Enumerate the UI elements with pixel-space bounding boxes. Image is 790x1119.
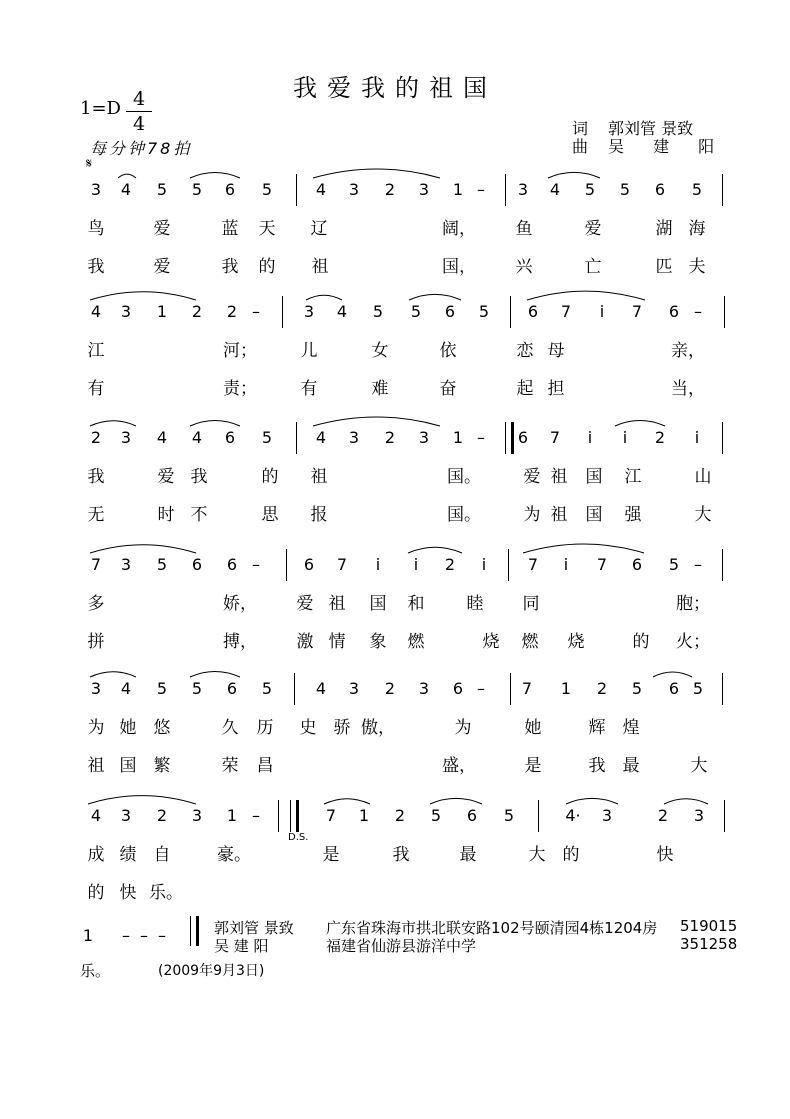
lyric-verse-2: 强 bbox=[624, 505, 642, 525]
slur bbox=[190, 421, 240, 427]
lyric-verse-2: 兴 bbox=[515, 257, 533, 277]
note: 5 bbox=[410, 302, 422, 321]
note: 3 bbox=[120, 555, 132, 574]
note: i bbox=[622, 428, 628, 447]
lyric-verse-2: 的 bbox=[632, 632, 650, 652]
lyric-verse-2: 我 bbox=[221, 257, 239, 277]
note: 4· bbox=[565, 806, 581, 825]
music-label: 曲 bbox=[572, 137, 589, 156]
lyrics-label: 词 bbox=[572, 119, 589, 138]
note: 2 bbox=[596, 679, 608, 698]
note: 5 bbox=[156, 679, 168, 698]
note: 1 bbox=[156, 302, 168, 321]
lyric-verse-1: 阔， bbox=[442, 219, 476, 239]
lyric-verse-1: 大 bbox=[528, 845, 546, 865]
lyric-verse-1: 同 bbox=[522, 594, 540, 614]
note: 5 bbox=[691, 180, 703, 199]
slur bbox=[566, 798, 618, 804]
lyric-verse-2: 爱 bbox=[153, 257, 171, 277]
note: 3 bbox=[601, 806, 613, 825]
note: 5 bbox=[156, 555, 168, 574]
note: 1 bbox=[358, 806, 370, 825]
note: 7 bbox=[631, 302, 643, 321]
note: i bbox=[375, 555, 381, 574]
note: 5 bbox=[261, 428, 273, 447]
note: 3 bbox=[191, 806, 203, 825]
lyric-verse-1: 爱 bbox=[584, 219, 602, 239]
lyric-verse-1: 豪。 bbox=[217, 845, 251, 865]
lyric-verse-1: 恋 bbox=[516, 341, 534, 361]
slur bbox=[548, 172, 600, 178]
note: 7 bbox=[325, 806, 337, 825]
note: 7 bbox=[596, 555, 608, 574]
note: 6 bbox=[517, 428, 529, 447]
lyric-verse-1: 江 bbox=[87, 341, 105, 361]
lyric-verse-1: 的 bbox=[562, 845, 580, 865]
lyric-verse-2: 的 bbox=[258, 257, 276, 277]
note: 1 bbox=[560, 679, 572, 698]
lyric-verse-1: 儿 bbox=[300, 341, 318, 361]
lyric-verse-1: 鱼 bbox=[515, 219, 533, 239]
slur bbox=[430, 798, 482, 804]
note: 6 bbox=[466, 806, 478, 825]
note: 6 bbox=[303, 555, 315, 574]
lyric-verse-2: 时 bbox=[157, 505, 175, 525]
lyric-verse-1: 娇， bbox=[223, 594, 257, 614]
final-note: – bbox=[140, 926, 148, 945]
lyric-verse-1: 辉 bbox=[588, 718, 606, 738]
lyric-verse-1: 辽 bbox=[310, 219, 328, 239]
note: 4 bbox=[120, 679, 132, 698]
note: 3 bbox=[418, 180, 430, 199]
time-signature-bottom: 4 bbox=[132, 113, 146, 135]
note: – bbox=[477, 679, 485, 698]
lyric-verse-1: 的 bbox=[261, 467, 279, 487]
note: 6 bbox=[224, 180, 236, 199]
lyric-verse-2: 荣 bbox=[221, 756, 239, 776]
note: 5 bbox=[478, 302, 490, 321]
slur bbox=[653, 672, 692, 677]
lyric-verse-2: 搏， bbox=[223, 632, 257, 652]
slur bbox=[306, 295, 342, 300]
lyric-verse-2: 匹 bbox=[655, 257, 673, 277]
note: 7 bbox=[336, 555, 348, 574]
note: 5 bbox=[584, 180, 596, 199]
note: i bbox=[563, 555, 569, 574]
note: 3 bbox=[90, 679, 102, 698]
tempo-marking: 每分钟78拍 bbox=[90, 139, 193, 158]
slur bbox=[313, 417, 440, 426]
lyric-verse-1: 多 bbox=[87, 594, 105, 614]
lyric-verse-2: 当， bbox=[671, 379, 705, 399]
lyric-verse-2: 快 bbox=[119, 883, 137, 903]
note: 4 bbox=[315, 679, 327, 698]
note: – bbox=[694, 302, 702, 321]
lyric-verse-2: 不 bbox=[190, 505, 208, 525]
key-signature: 1=D bbox=[80, 98, 121, 119]
note: 3 bbox=[90, 180, 102, 199]
note: 6 bbox=[527, 302, 539, 321]
note: 3 bbox=[348, 428, 360, 447]
note: 2 bbox=[444, 555, 456, 574]
note: i bbox=[413, 555, 419, 574]
note: 5 bbox=[156, 180, 168, 199]
note: 1 bbox=[226, 806, 238, 825]
lyric-verse-2: 报 bbox=[310, 505, 328, 525]
slur bbox=[313, 169, 440, 178]
slur bbox=[409, 294, 461, 300]
lyric-verse-2: 最 bbox=[622, 756, 640, 776]
final-double-barline bbox=[190, 916, 199, 946]
note: 7 bbox=[521, 679, 533, 698]
note: 2 bbox=[384, 180, 396, 199]
note: 6 bbox=[452, 679, 464, 698]
lyric-verse-2: 的 bbox=[87, 883, 105, 903]
contact-name-2: 吴 建 阳 bbox=[214, 937, 269, 955]
note: 5 bbox=[692, 679, 704, 698]
note: 7 bbox=[527, 555, 539, 574]
slur bbox=[615, 421, 665, 427]
note: 6 bbox=[226, 555, 238, 574]
note: 6 bbox=[191, 555, 203, 574]
note: i bbox=[587, 428, 593, 447]
lyric-verse-1: 河； bbox=[223, 341, 257, 361]
note: 5 bbox=[430, 806, 442, 825]
note: – bbox=[252, 555, 260, 574]
note: 2 bbox=[394, 806, 406, 825]
lyric-verse-2: 难 bbox=[371, 379, 389, 399]
lyric-verse-2: 情 bbox=[328, 632, 346, 652]
lyric-verse-2: 燃 bbox=[407, 632, 425, 652]
lyric-verse-1: 山 bbox=[694, 467, 712, 487]
slur bbox=[324, 799, 370, 804]
lyric-verse-2: 火； bbox=[676, 632, 710, 652]
lyric-verse-1: 天 bbox=[258, 219, 276, 239]
note: 4 bbox=[336, 302, 348, 321]
lyric-verse-2: 国 bbox=[119, 756, 137, 776]
note: – bbox=[477, 180, 485, 199]
lyric-verse-1: 爱 bbox=[153, 219, 171, 239]
lyric-verse-2: 昌 bbox=[256, 756, 274, 776]
note: 5 bbox=[619, 180, 631, 199]
lyric-verse-1: 为 bbox=[87, 718, 105, 738]
note: 3 bbox=[120, 428, 132, 447]
lyric-verse-1: 国 bbox=[369, 594, 387, 614]
slur bbox=[118, 174, 136, 178]
lyric-verse-2: 拼 bbox=[87, 632, 105, 652]
lyric-verse-1: 悠 bbox=[153, 718, 171, 738]
segno-icon: 𝄋 bbox=[86, 156, 93, 172]
lyric-verse-1: 傲， bbox=[361, 718, 395, 738]
lyric-verse-2: 有 bbox=[87, 379, 105, 399]
contact-address-2: 福建省仙游县游洋中学 bbox=[326, 937, 477, 955]
note: 4 bbox=[549, 180, 561, 199]
lyric-verse-2: 我 bbox=[87, 257, 105, 277]
note: 4 bbox=[120, 180, 132, 199]
lyric-verse-2: 繁 bbox=[153, 756, 171, 776]
lyric-verse-2: 是 bbox=[524, 756, 542, 776]
note: 7 bbox=[549, 428, 561, 447]
lyric-verse-1: 江 bbox=[624, 467, 642, 487]
slur bbox=[523, 544, 644, 553]
lyric-verse-1: 国。 bbox=[447, 467, 481, 487]
lyric-verse-1: 快 bbox=[656, 845, 674, 865]
lyric-verse-2: 亡 bbox=[584, 257, 602, 277]
lyric-verse-1: 煌 bbox=[622, 718, 640, 738]
note: 3 bbox=[418, 679, 430, 698]
lyric-verse-1: 为 bbox=[454, 718, 472, 738]
note: 5 bbox=[191, 180, 203, 199]
lyric-verse-1: 女 bbox=[371, 341, 389, 361]
final-note: – bbox=[158, 926, 166, 945]
note: 3 bbox=[120, 806, 132, 825]
composer: 吴 建 阳 bbox=[608, 137, 727, 156]
lyric-verse-2: 国。 bbox=[447, 505, 481, 525]
note: 2 bbox=[384, 428, 396, 447]
slur bbox=[664, 799, 708, 804]
note: 4 bbox=[191, 428, 203, 447]
contact-postcode-1: 519015 bbox=[680, 917, 738, 935]
lyric-verse-2: 国， bbox=[442, 257, 476, 277]
final-note: 1 bbox=[82, 926, 94, 945]
note: 2 bbox=[384, 679, 396, 698]
note: 6 bbox=[654, 180, 666, 199]
note: i bbox=[481, 555, 487, 574]
slur bbox=[527, 291, 645, 300]
note: 5 bbox=[261, 679, 273, 698]
note: 2 bbox=[156, 806, 168, 825]
slur bbox=[90, 292, 196, 300]
lyric-verse-1: 最 bbox=[459, 845, 477, 865]
ds-marking: D.S. bbox=[288, 832, 309, 843]
time-signature-top: 4 bbox=[132, 88, 146, 110]
lyric-verse-2: 责； bbox=[223, 379, 257, 399]
lyric-verse-2: 我 bbox=[588, 756, 606, 776]
lyric-verse-1: 海 bbox=[688, 219, 706, 239]
note: 2 bbox=[90, 428, 102, 447]
lyric-verse-1: 爱 bbox=[296, 594, 314, 614]
lyric-verse-1: 她 bbox=[119, 718, 137, 738]
lyric-verse-1: 祖 bbox=[328, 594, 346, 614]
lyric-verse-1: 依 bbox=[439, 341, 457, 361]
lyricist: 郭刘管 景致 bbox=[608, 119, 694, 138]
note: 1 bbox=[452, 428, 464, 447]
note: 6 bbox=[224, 428, 236, 447]
slur bbox=[90, 545, 196, 553]
lyric-verse-1: 史 bbox=[299, 718, 317, 738]
lyric-verse-1: 成 bbox=[87, 845, 105, 865]
note: 5 bbox=[631, 679, 643, 698]
note: 4 bbox=[156, 428, 168, 447]
lyric-verse-2: 激 bbox=[296, 632, 314, 652]
note: 7 bbox=[560, 302, 572, 321]
note: 4 bbox=[315, 180, 327, 199]
lyric-verse-1: 是 bbox=[322, 845, 340, 865]
note: 2 bbox=[654, 428, 666, 447]
note: i bbox=[694, 428, 700, 447]
lyric-verse-2: 乐。 bbox=[149, 883, 183, 903]
note: 6 bbox=[226, 679, 238, 698]
lyric-verse-2: 担 bbox=[547, 379, 565, 399]
lyric-verse-1: 骄 bbox=[333, 718, 351, 738]
note: – bbox=[477, 428, 485, 447]
lyric-verse-1: 历 bbox=[256, 718, 274, 738]
lyric-verse-2: 国 bbox=[585, 505, 603, 525]
slur bbox=[90, 421, 136, 426]
contact-postcode-2: 351258 bbox=[680, 935, 738, 953]
lyric-verse-1: 亲， bbox=[671, 341, 705, 361]
lyric-verse-2: 有 bbox=[300, 379, 318, 399]
final-lyric: 乐。 bbox=[80, 962, 111, 980]
note: 7 bbox=[90, 555, 102, 574]
note: 3 bbox=[303, 302, 315, 321]
lyric-verse-1: 绩 bbox=[119, 845, 137, 865]
note: i bbox=[599, 302, 605, 321]
lyric-verse-1: 我 bbox=[190, 467, 208, 487]
lyric-verse-1: 祖 bbox=[310, 467, 328, 487]
lyric-verse-1: 爱 bbox=[523, 467, 541, 487]
lyric-verse-2: 燃 bbox=[521, 632, 539, 652]
note: 3 bbox=[693, 806, 705, 825]
final-note: – bbox=[122, 926, 130, 945]
lyric-verse-2: 起 bbox=[516, 379, 534, 399]
note: 3 bbox=[517, 180, 529, 199]
lyric-verse-1: 湖 bbox=[655, 219, 673, 239]
composition-date: (2009年9月3日) bbox=[158, 963, 265, 979]
note: 2 bbox=[191, 302, 203, 321]
note: 3 bbox=[418, 428, 430, 447]
lyric-verse-2: 为 bbox=[523, 505, 541, 525]
contact-address-1: 广东省珠海市拱北联安路102号颐清园4栋1204房 bbox=[326, 919, 658, 937]
note: 6 bbox=[668, 679, 680, 698]
note: 4 bbox=[90, 806, 102, 825]
note: 5 bbox=[261, 180, 273, 199]
lyric-verse-2: 大 bbox=[694, 505, 712, 525]
lyric-verse-1: 爱 bbox=[157, 467, 175, 487]
note: – bbox=[694, 555, 702, 574]
note: 3 bbox=[348, 180, 360, 199]
lyric-verse-1: 和 bbox=[407, 594, 425, 614]
slur bbox=[408, 547, 462, 553]
lyric-verse-1: 自 bbox=[153, 845, 171, 865]
lyric-verse-1: 胞； bbox=[676, 594, 710, 614]
note: 5 bbox=[372, 302, 384, 321]
note: 4 bbox=[90, 302, 102, 321]
lyric-verse-1: 蓝 bbox=[221, 219, 239, 239]
note: 3 bbox=[120, 302, 132, 321]
lyric-verse-2: 奋 bbox=[439, 379, 457, 399]
lyric-verse-1: 鸟 bbox=[87, 219, 105, 239]
contact-name-1: 郭刘管 景致 bbox=[214, 919, 294, 937]
note: 6 bbox=[444, 302, 456, 321]
note: – bbox=[252, 806, 260, 825]
slur bbox=[88, 796, 196, 804]
note: 1 bbox=[452, 180, 464, 199]
lyric-verse-2: 烧 bbox=[482, 632, 500, 652]
lyric-verse-2: 无 bbox=[87, 505, 105, 525]
slur bbox=[190, 173, 240, 179]
note: 2 bbox=[657, 806, 669, 825]
lyric-verse-1: 国 bbox=[585, 467, 603, 487]
lyric-verse-2: 烧 bbox=[567, 632, 585, 652]
slur bbox=[90, 672, 136, 677]
note: 6 bbox=[631, 555, 643, 574]
note: 5 bbox=[668, 555, 680, 574]
note: 5 bbox=[503, 806, 515, 825]
lyric-verse-1: 睦 bbox=[466, 594, 484, 614]
lyric-verse-1: 久 bbox=[221, 718, 239, 738]
lyric-verse-2: 大 bbox=[690, 756, 708, 776]
lyric-verse-2: 祖 bbox=[311, 257, 329, 277]
note: 4 bbox=[315, 428, 327, 447]
lyric-verse-1: 我 bbox=[392, 845, 410, 865]
note: 5 bbox=[191, 679, 203, 698]
note: – bbox=[252, 302, 260, 321]
note: 3 bbox=[348, 679, 360, 698]
lyric-verse-2: 祖 bbox=[550, 505, 568, 525]
lyric-verse-1: 她 bbox=[524, 718, 542, 738]
lyric-verse-2: 祖 bbox=[87, 756, 105, 776]
song-title: 我爱我的祖国 bbox=[293, 74, 497, 102]
lyric-verse-1: 祖 bbox=[550, 467, 568, 487]
lyric-verse-2: 象 bbox=[369, 632, 387, 652]
slur bbox=[190, 672, 240, 678]
lyric-verse-1: 我 bbox=[87, 467, 105, 487]
lyric-verse-1: 母 bbox=[547, 341, 565, 361]
note: 6 bbox=[668, 302, 680, 321]
lyric-verse-2: 思 bbox=[261, 505, 279, 525]
note: 2 bbox=[226, 302, 238, 321]
lyric-verse-2: 夫 bbox=[688, 257, 706, 277]
lyric-verse-2: 盛， bbox=[442, 756, 476, 776]
